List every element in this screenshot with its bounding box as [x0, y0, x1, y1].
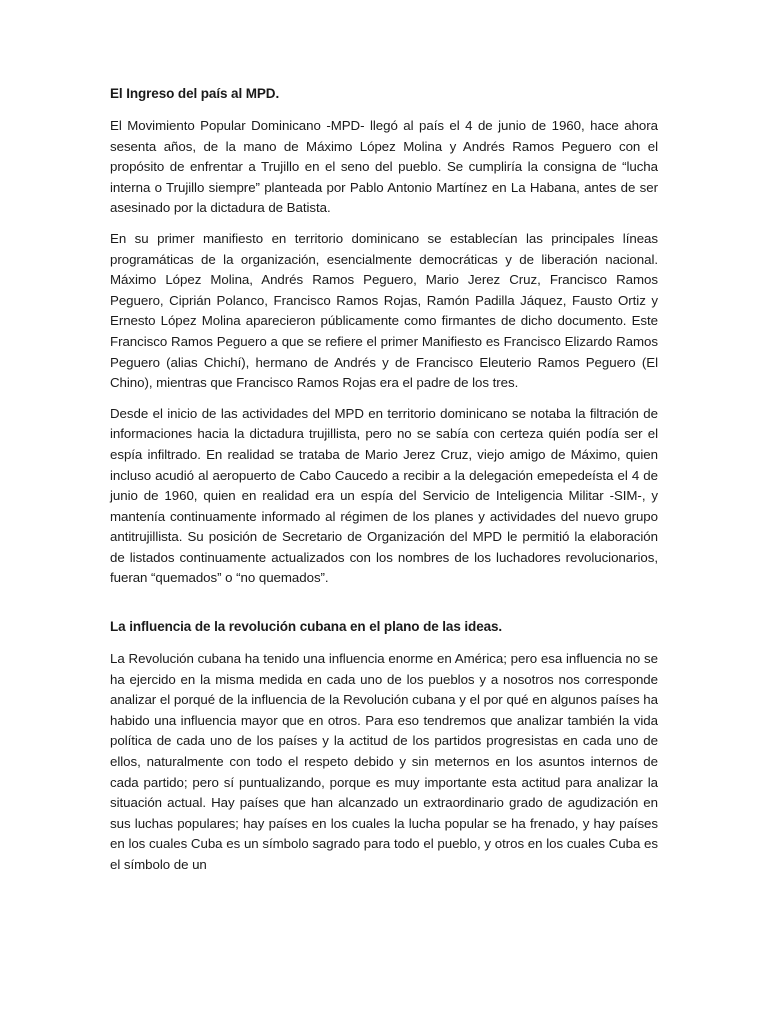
- document-page: [110, 84, 658, 886]
- section-heading-influencia-revolucion: La influencia de la revolución cubana en el plano de las ideas.: [110, 619, 503, 635]
- paragraph: El Movimiento Popular Dominicano -MPD- llegó al país el 4 de junio de 1960, hace ahora sesenta años, de la mano de Máximo López Molina y Andrés Ramos Peguero con el propósito de enfrentar a Trujillo en el seno del pueblo. Se cumpliría la consigna de “lucha interna o Trujillo siempre” planteada por Pablo Antonio Martínez en La Habana, antes de ser asesinado por la dictadura de Batista.: [110, 118, 658, 216]
- paragraph: La Revolución cubana ha tenido una influencia enorme en América; pero esa influencia no se ha ejercido en la misma medida en cada uno de los pueblos y a nosotros nos corresponde analizar el porqué de la influencia de la Revolución cubana y el por qué en algunos países ha habido una influencia mayor que en otros. Para eso tendremos que analizar también la vida política de cada uno de los países y la actitud de los partidos progresistas en cada uno de ellos, naturalmente con todo el respeto debido y sin meternos en los asuntos internos de cada partido; pero sí puntualizando, porque es muy importante esta actitud para analizar la situación actual. Hay países que han alcanzado un extraordinario grado de agudización en sus luchas populares; hay países en los cuales la lucha popular se ha frenado, y hay países en los cuales Cuba es un símbolo sagrado para todo el pueblo, y otros en los cuales Cuba es el símbolo de un: [110, 651, 658, 872]
- section-heading-ingreso-mpd: El Ingreso del país al MPD.: [110, 86, 280, 101]
- paragraph: En su primer manifiesto en territorio dominicano se establecían las principales líneas programáticas de la organización, esencialmente democráticas y de liberación nacional. Máximo López Molina, Andrés Ramos Peguero, Mario Jerez Cruz, Francisco Ramos Peguero, Ciprián Polanco, Francisco Ramos Rojas, Ramón Padilla Jáquez, Fausto Ortiz y Ernesto López Molina aparecieron públicamente como firmantes de dicho documento. Este Francisco Ramos Peguero a que se refiere el primer Manifiesto es Francisco Elizardo Ramos Peguero (alias Chichí), hermano de Andrés y de Francisco Eleuterio Ramos Peguero (El Chino), mientras que Francisco Ramos Rojas era el padre de los tres.: [110, 230, 658, 391]
- paragraph: Desde el inicio de las actividades del MPD en territorio dominicano se notaba la filtración de informaciones hacia la dictadura trujillista, pero no se sabía con certeza quién podía ser el espía infiltrado. En realidad se trataba de Mario Jerez Cruz, viejo amigo de Máximo, quien incluso acudió al aeropuerto de Cabo Caucedo a recibir a la delegación emepedeísta el 4 de junio de 1960, quien en realidad era un espía del Servicio de Inteligencia Militar -SIM-, y mantenía continuamente informado al régimen de los planes y actividades del nuevo grupo antitrujillista. Su posición de Secretario de Organización del MPD le permitió la elaboración de listados continuamente actualizados con los nombres de los luchadores revolucionarios, fueran “quemados” o “no quemados”.: [110, 405, 658, 586]
